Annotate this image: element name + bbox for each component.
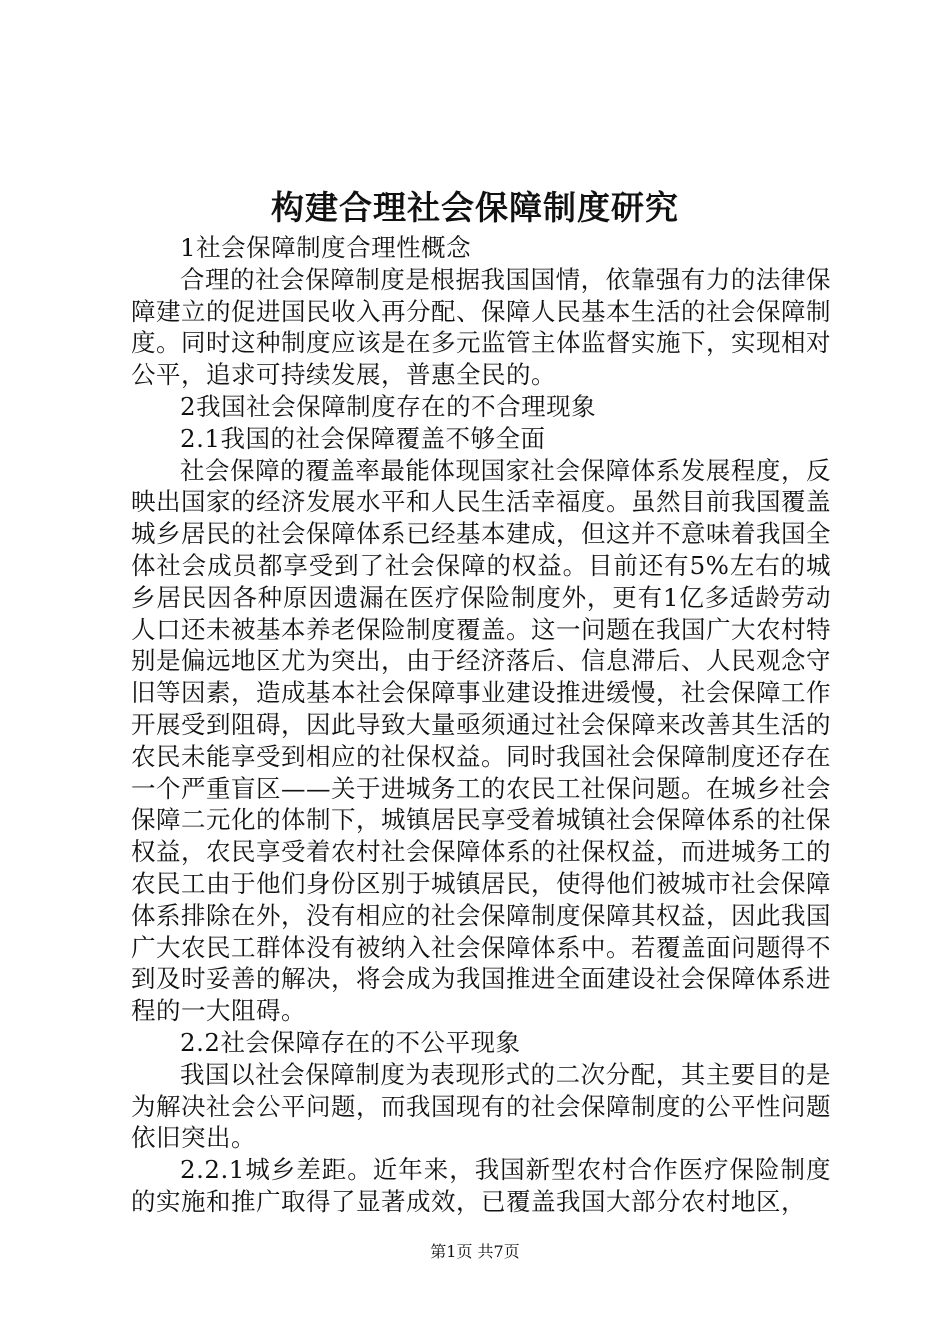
document-body [131,232,831,1218]
paragraph-fairness: 我国以社会保障制度为表现形式的二次分配，其主要目的是为解决社会公平问题，而我国现有的社会保障制度的公平性问题依旧突出。 [131,1059,831,1153]
section-heading-2-1: 2.1我国的社会保障覆盖不够全面 [180,423,546,453]
section-heading-2-2: 2.2社会保障存在的不公平现象 [180,1027,521,1057]
paragraph-coverage: 社会保障的覆盖率最能体现国家社会保障体系发展程度，反映出国家的经济发展水平和人民生活幸福度。虽然目前我国覆盖城乡居民的社会保障体系已经基本建成，但这并不意味着我国全体社会成员都享受到了社会保障的权益。目前还有5%左右的城乡居民因各种原因遗漏在医疗保险制度外，更有1亿多适龄劳动人口还未被基本养老保险制度覆盖。这一问题在我国广大农村特别是偏远地区尤为突出，由于经济落后、信息滞后、人民观念守旧等因素，造成基本社会保障事业建设推进缓慢，社会保障工作开展受到阻碍，因此导致大量亟须通过社会保障来改善其生活的农民未能享受到相应的社保权益。同时我国社会保障制度还存在一个严重盲区——关于进城务工的农民工社保问题。在城乡社会保障二元化的体制下，城镇居民享受着城镇社会保障体系的社保权益，农民享受着农村社会保障体系的社保权益，而进城务工的农民工由于他们身份区别于城镇居民，使得他们被城市社会保障体系排除在外，没有相应的社会保障制度保障其权益，因此我国广大农民工群体没有被纳入社会保障体系中。若覆盖面问题得不到及时妥善的解决，将会成为我国推进全面建设社会保障体系进程的一大阻碍。 [131,455,831,1026]
paragraph-definition: 合理的社会保障制度是根据我国国情，依靠强有力的法律保障建立的促进国民收入再分配、保障人民基本生活的社会保障制度。同时这种制度应该是在多元监管主体监督实施下，实现相对公平，追求可持续发展，普惠全民的。 [131,264,831,390]
paragraph-urban-rural-gap: 2.2.1城乡差距。近年来，我国新型农村合作医疗保险制度的实施和推广取得了显著成效，已覆盖我国大部分农村地区， [131,1155,831,1216]
page-footer: 第1页 共7页 [430,1242,520,1261]
section-heading-2: 2我国社会保障制度存在的不合理现象 [180,391,597,421]
section-heading-1: 1社会保障制度合理性概念 [180,233,472,262]
document-title: 构建合理社会保障制度研究 [271,188,679,227]
